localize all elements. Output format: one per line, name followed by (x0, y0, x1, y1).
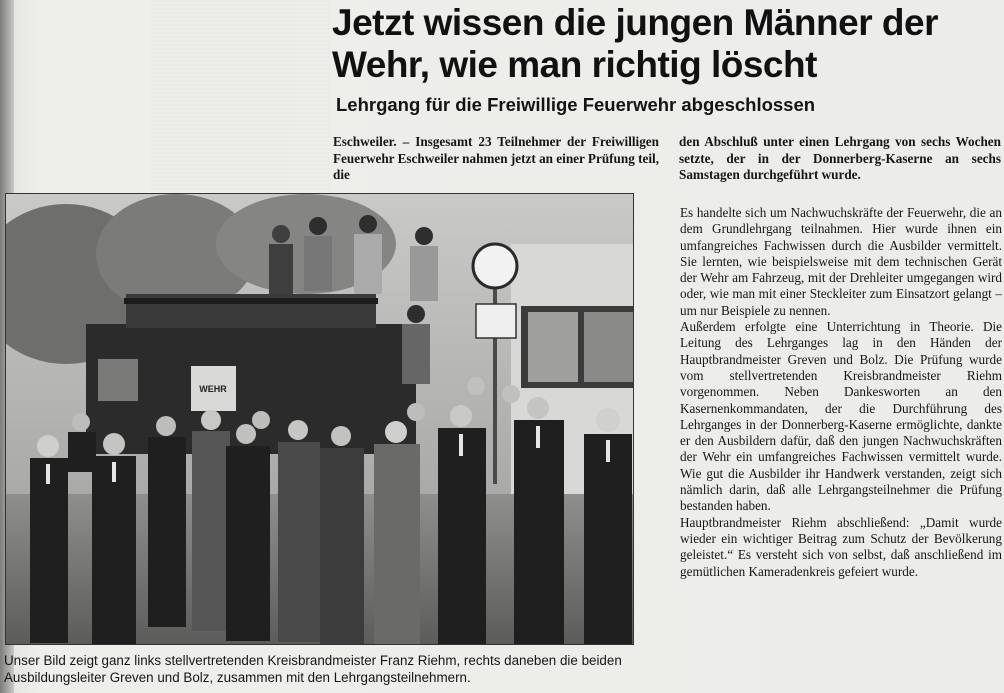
vehicle-sign-text: WEHR (199, 384, 227, 394)
body-paragraph: Hauptbrandmeister Riehm abschließend: „Damit wurde wieder ein wichtiger Beitrag zum Schutz der Bevölkerung geleistet.“ Es versteht sich von selbst, daß anschließend im gemütlichen Kameradenkreis gefeiert wurde. (680, 514, 1002, 579)
body-paragraph: Es handelte sich um Nachwuchskräfte der Feuerwehr, die an dem Grundlehrgang teilnahmen. Hier wurde ihnen ein umfangreiches Fachwissen durch die Ausbilder vermittelt. Sie lernten, wie beispielsweise mit dem technischen Gerät der Wehr am Fahrzeug, mit der Drehleiter umgegangen wird oder, wie man mit einer Steckleiter zum Einsatzort gelangt – um nur Beispiele zu nennen. (680, 205, 1002, 318)
group-photo-illustration (6, 194, 633, 644)
article-subheadline: Lehrgang für die Freiwillige Feuerwehr abgeschlossen (336, 94, 816, 115)
group-photo (5, 193, 634, 645)
article-body (680, 205, 1002, 580)
photo-caption: Unser Bild zeigt ganz links stellvertretenden Kreisbrandmeister Franz Riehm, rechts daneben die beiden Ausbildungsleiter Greven und Bolz, zusammen mit den Lehrgangsteilnehmern. (4, 653, 622, 685)
article-headline: Jetzt wissen die jungen Männer der Wehr, wie man richtig löscht (332, 2, 938, 85)
lead-paragraph-column-1: Eschweiler. – Insgesamt 23 Teilnehmer der Freiwilligen Feuerwehr Eschweiler nahmen jetzt an einer Prüfung teil, die (333, 134, 659, 183)
traffic-sign (473, 244, 517, 288)
lead-paragraph-column-2: den Abschluß unter einen Lehrgang von sechs Wochen setzte, der in der Donnerberg-Kaserne an sechs Samstagen durchgeführt wurde. (679, 134, 1001, 183)
body-paragraph: Außerdem erfolgte eine Unterrichtung in Theorie. Die Leitung des Lehrganges lag in den Händen der Hauptbrandmeister Greven und Bolz. Die Prüfung wurde vom stellvertretenden Kreisbrandmeister Riehm vorgenommen. Neben Dankesworten an den Kasernenkommandaten, der die Durchführung des Lehrganges in der Donnerberg-Kaserne ermöglichte, dankte er den Ausbildern dafür, daß den jungen Nachwuchskräften der Wehr ein umfangreiches Fachwissen vermittelt wurde. Wie gut die Ausbilder ihr Handwerk verstanden, zeigt sich nämlich darin, daß alle Lehrgangsteilnehmer die Prüfung bestanden haben. (680, 319, 1002, 514)
truck-window (98, 359, 138, 401)
paper-texture (150, 0, 330, 190)
